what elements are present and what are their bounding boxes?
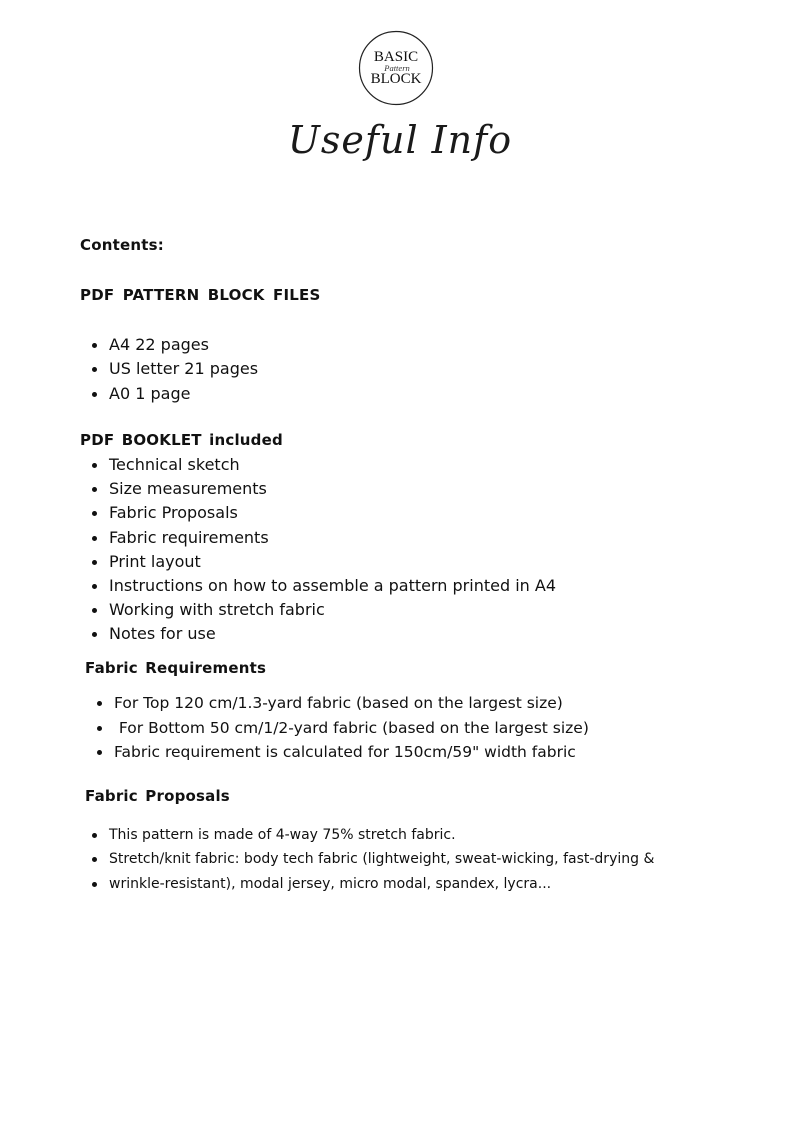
logo-script-word: Pattern — [384, 63, 410, 73]
fabric-proposals-list — [80, 823, 654, 896]
list-item: Fabric requirements — [80, 526, 556, 550]
page-title — [280, 108, 520, 178]
logo-line-basic: BASIC — [373, 49, 419, 65]
list-item: wrinkle-resistant), modal jersey, micro modal, spandex, lycra... — [80, 872, 654, 896]
list-item: Print layout — [80, 550, 556, 574]
list-item: Technical sketch — [80, 453, 556, 477]
pattern-files-heading: PDF PATTERN BLOCK FILES — [80, 286, 321, 304]
list-item: For Bottom 50 cm/1/2-yard fabric (based on the largest size) — [85, 716, 589, 741]
fabric-proposals-heading: Fabric Proposals — [85, 787, 230, 805]
list-item: Size measurements — [80, 477, 556, 501]
list-item: Stretch/knit fabric: body tech fabric (lightweight, sweat-wicking, fast-drying & — [80, 847, 654, 871]
list-item: Fabric requirement is calculated for 150cm/59" width fabric — [85, 740, 589, 765]
list-item: For Top 120 cm/1.3-yard fabric (based on the largest size) — [85, 691, 589, 716]
list-item: Instructions on how to assemble a pattern printed in A4 — [80, 574, 556, 598]
booklet-heading: PDF BOOKLET included — [80, 431, 283, 449]
contents-heading: Contents: — [80, 236, 164, 254]
fabric-requirements-list — [85, 691, 589, 765]
basic-block-logo — [358, 30, 434, 106]
booklet-list — [80, 453, 556, 647]
list-item: A0 1 page — [80, 382, 258, 406]
list-item: Notes for use — [80, 622, 556, 646]
list-item: This pattern is made of 4-way 75% stretch fabric. — [80, 823, 654, 847]
list-item: A4 22 pages — [80, 333, 258, 357]
list-item: Working with stretch fabric — [80, 598, 556, 622]
logo-line-block: BLOCK — [370, 71, 422, 87]
page-title-text: Useful Info — [287, 118, 513, 162]
fabric-requirements-heading: Fabric Requirements — [85, 659, 267, 677]
list-item: US letter 21 pages — [80, 357, 258, 381]
pattern-files-list — [80, 333, 258, 406]
list-item: Fabric Proposals — [80, 501, 556, 525]
